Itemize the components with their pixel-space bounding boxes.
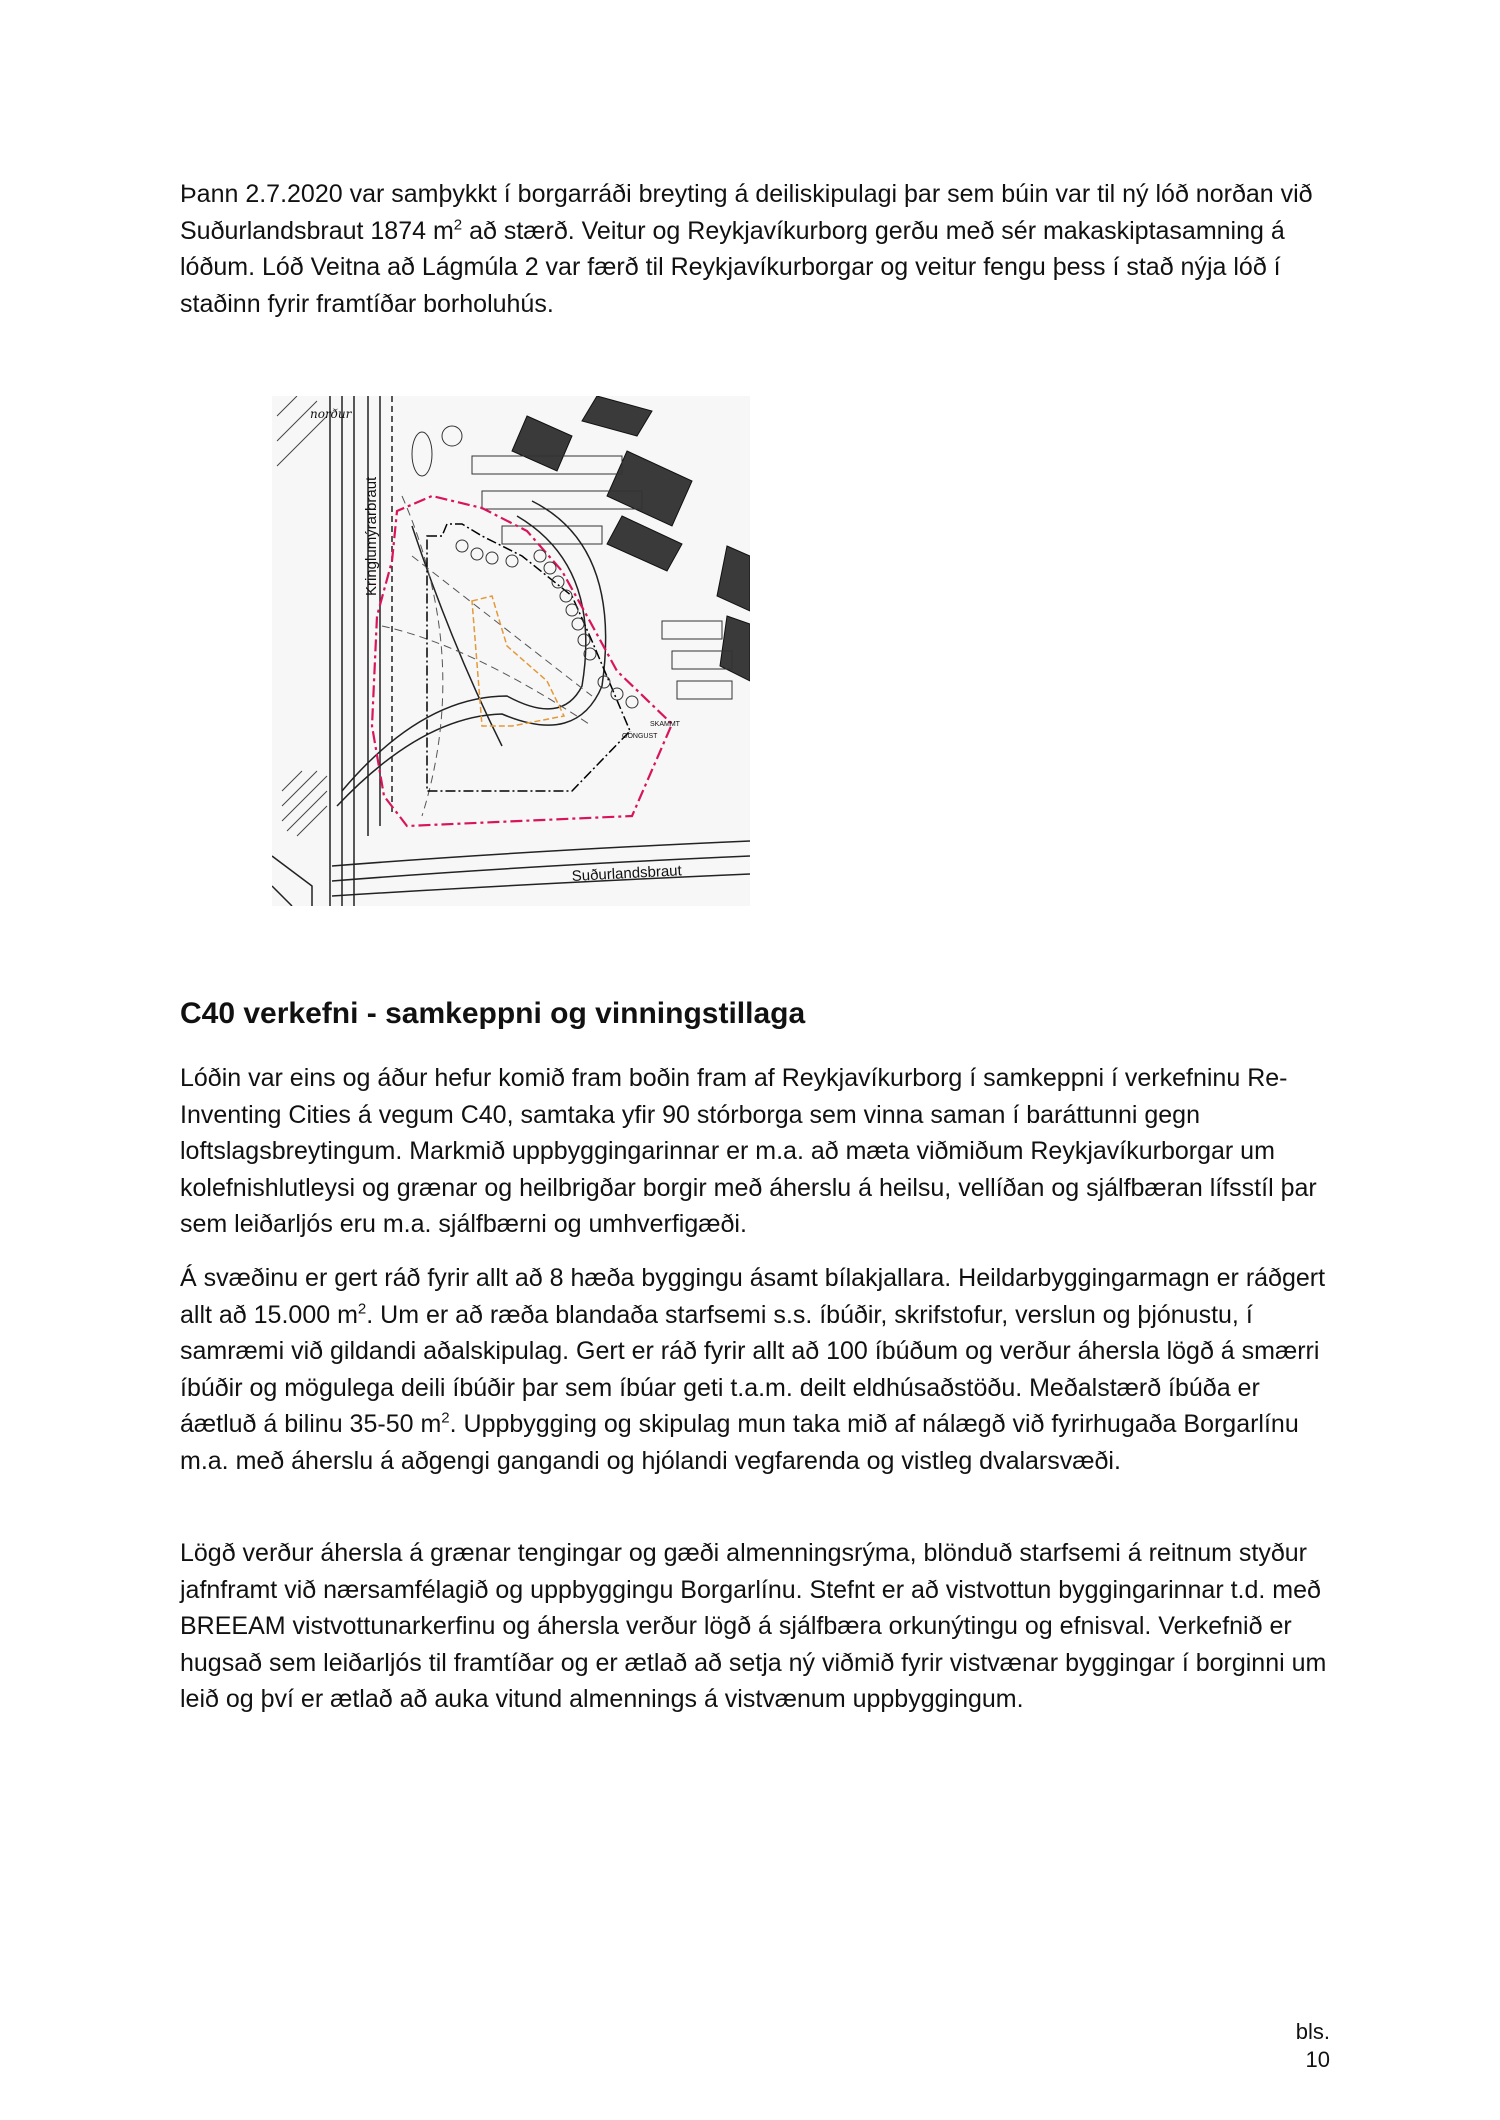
text-run: að stærð. Veitur og Reykjavíkurborg gerðu með sér makaskiptasamning á lóðum. Lóð Veitna að Lágmúla 2 var færð til Reykjavíkurborgar og veitur fengu þess í stað nýja lóð í staðinn fyrir framtíðar borholuhús. [180, 216, 1285, 318]
site-note-2: GÖNGUST [622, 733, 658, 740]
handwritten-label: norður [310, 407, 352, 421]
superscript: 2 [453, 216, 463, 234]
superscript: 2 [357, 1300, 367, 1318]
section-paragraph-2 [180, 1260, 1340, 1479]
road-label-west: Kringlumýrarbraut [363, 476, 380, 596]
text-run: Á svæðinu er gert ráð fyrir allt að 8 hæða byggingu ásamt bílakjallara. Heildarbyggingarmagn er ráðgert allt að 15.000 m [180, 1264, 1326, 1329]
section-heading: C40 verkefni - samkeppni og vinningstillaga [180, 997, 806, 1030]
text-run: Þann 2.7.2020 var samþykkt í borgarráði breyting á deiliskipulagi þar sem búin var til ný lóð norðan við Suðurlandsbraut 1874 m [180, 180, 1313, 245]
intro-paragraph [180, 176, 1340, 322]
site-note-1: SKAMMT [650, 721, 680, 728]
text-run: . Uppbygging og skipulag mun taka mið af nálægð við fyrirhugaða Borgarlínu m.a. með áherslu á aðgengi gangandi og hjólandi vegfarenda og vistleg dvalarsvæði. [180, 1410, 1299, 1475]
site-plan-map [272, 396, 750, 906]
section-paragraph-1: Lóðin var eins og áður hefur komið fram boðin fram af Reykjavíkurborg í samkeppni í verkefninu Re-Inventing Cities á vegum C40, samtaka yfir 90 stórborga sem vinna saman í baráttunni gegn loftslagsbreytingum. Markmið uppbyggingarinnar er m.a. að mæta viðmiðum Reykjavíkurborgar um kolefnishlutleysi og grænar og heilbrigðar borgir með áherslu á heilsu, vellíðan og sjálfbæran lífsstíl þar sem leiðarljós eru m.a. sjálfbærni og umhverfigæði. [180, 1064, 1317, 1238]
text-run: . Um er að ræða blandaða starfsemi s.s. íbúðir, skrifstofur, verslun og þjónustu, í samræmi við gildandi aðalskipulag. Gert er ráð fyrir allt að 100 íbúðum og verður áhersla lögð á smærri íbúðir og mögulega deili íbúðir þar sem íbúar geti t.a.m. deilt eldhúsaðstöðu. Meðalstærð íbúða er áætluð á bilinu 35-50 m [180, 1300, 1320, 1438]
superscript: 2 [441, 1409, 450, 1427]
road-label-south: Suðurlandsbraut [571, 862, 683, 885]
section-paragraph-3: Lögð verður áhersla á grænar tengingar og gæði almenningsrýma, blönduð starfsemi á reitnum styður jafnframt við nærsamfélagið og uppbyggingu Borgarlínu. Stefnt er að vistvottun byggingarinnar t.d. með BREEAM vistvottunarkerfinu og áhersla verður lögð á sjálfbæra orkunýtingu og efnisval. Verkefnið er hugsað sem leiðarljós til framtíðar og er ætlað að setja ný viðmið fyrir vistvænar byggingar í borginni um leið og því er ætlað að auka vitund almennings á vistvænum uppbyggingum. [180, 1539, 1327, 1713]
page-number: bls. 10 [1295, 2019, 1330, 2072]
